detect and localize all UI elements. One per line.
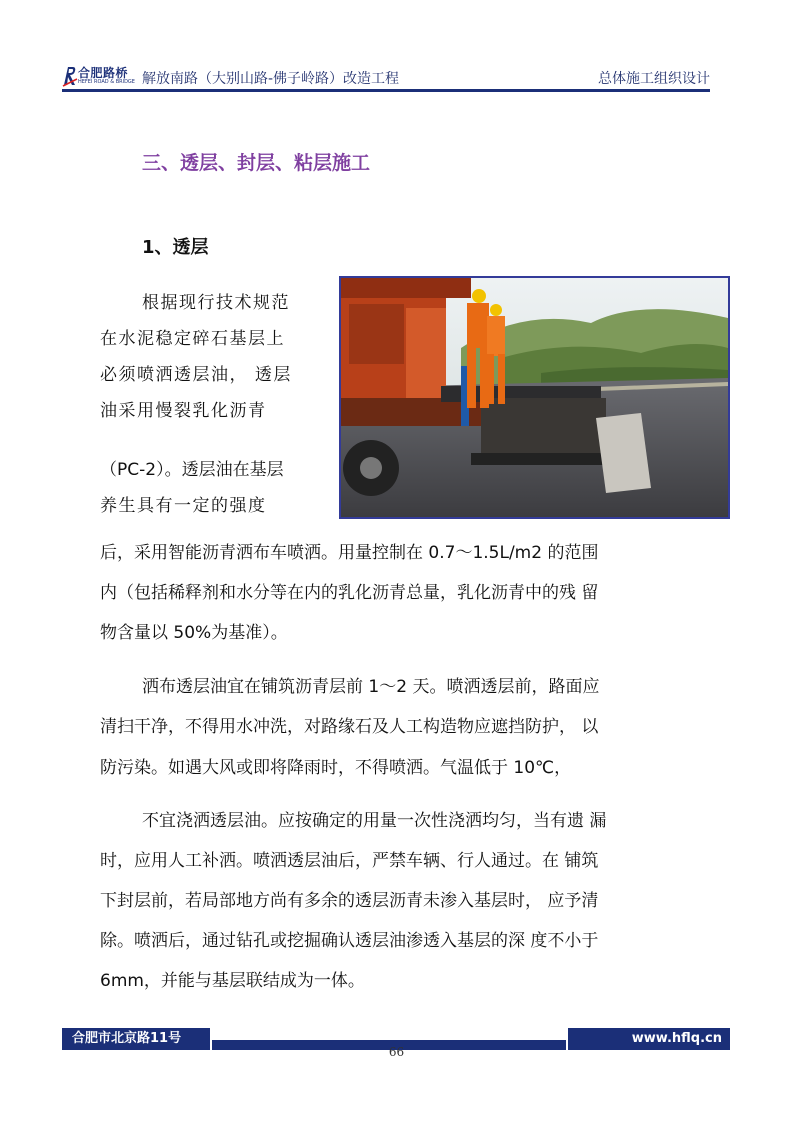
- text-line: 在水泥稳定碎石基层上: [100, 329, 285, 349]
- text-line: 下封层前，若局部地方尚有多余的透层沥青未渗入基层时， 应予清: [100, 891, 599, 911]
- text-line: 清扫干净，不得用水冲洗，对路缘石及人工构造物应遮挡防护， 以: [100, 717, 599, 737]
- text-line: 洒布透层油宜在铺筑沥青层前 1～2 天。喷洒透层前，路面应: [142, 677, 600, 697]
- text-line: （PC-2）。透层油在基层: [100, 460, 284, 480]
- page-number: 66: [388, 1045, 405, 1059]
- project-title: 解放南路（大别山路-佛子岭路）改造工程: [142, 71, 400, 87]
- footer-website: www.hflq.cn: [568, 1028, 730, 1050]
- text-line: 时，应用人工补洒。喷洒透层油后，严禁车辆、行人通过。在 铺筑: [100, 851, 599, 871]
- text-line: 不宜浇洒透层油。应按确定的用量一次性浇洒均匀，当有遗 漏: [142, 811, 607, 831]
- text-line: 除。喷洒后，通过钻孔或挖掘确认透层油渗透入基层的深 度不小于: [100, 931, 599, 951]
- subsection-title: 1、透层: [142, 237, 209, 258]
- section-title: 三、透层、封层、粘层施工: [142, 152, 371, 174]
- text-line: 必须喷洒透层油， 透层: [100, 365, 292, 385]
- text-line: 后，采用智能沥青洒布车喷洒。用量控制在 0.7～1.5L/m2 的范围: [100, 543, 599, 563]
- footer-address: 合肥市北京路11号: [62, 1028, 210, 1050]
- text-line: 6mm，并能与基层联结成为一体。: [100, 971, 365, 991]
- document-title: 总体施工组织设计: [598, 71, 710, 87]
- page-header: [62, 58, 710, 92]
- logo-subtext: HEFEI ROAD & BRIDGE: [78, 79, 135, 85]
- text-line: 根据现行技术规范: [142, 293, 290, 313]
- asphalt-distributor-photo-icon: [341, 278, 728, 517]
- asphalt-distributor-photo: [339, 276, 730, 519]
- text-line: 防污染。如遇大风或即将降雨时，不得喷洒。气温低于 10℃，: [100, 758, 572, 778]
- text-line: 物含量以 50%为基准）。: [100, 623, 288, 643]
- text-line: 养生具有一定的强度: [100, 496, 267, 516]
- logo-text: 合肥路桥: [78, 66, 129, 80]
- text-line: 油采用慢裂乳化沥青: [100, 401, 267, 421]
- text-line: 内（包括稀释剂和水分等在内的乳化沥青总量，乳化沥青中的残 留: [100, 583, 599, 603]
- logo-mark-icon: [62, 65, 78, 87]
- header-divider: [62, 89, 710, 92]
- company-logo: [62, 63, 138, 89]
